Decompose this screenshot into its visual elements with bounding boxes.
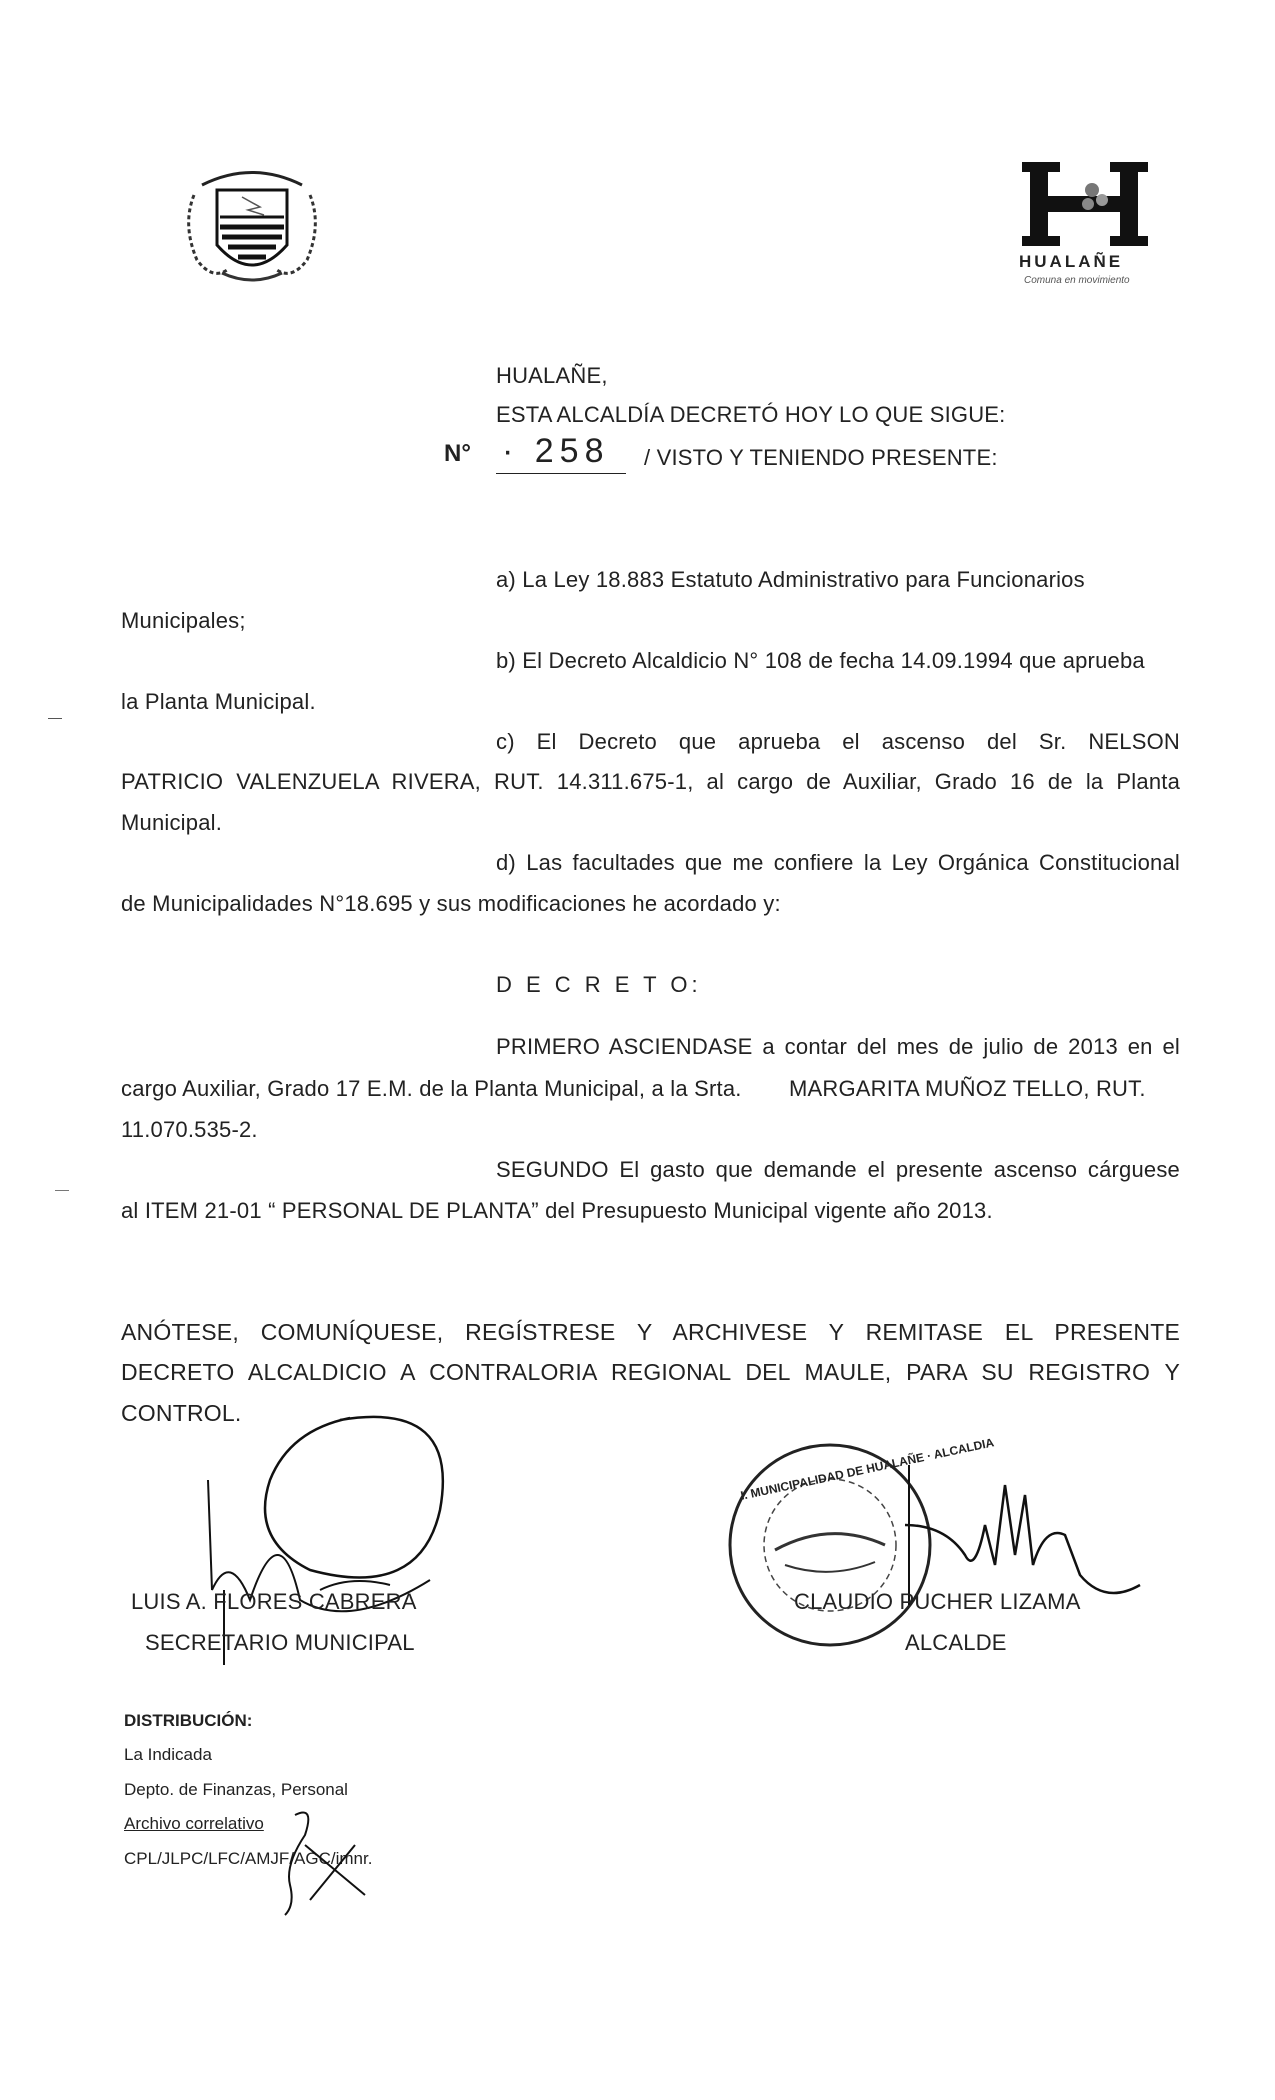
considerando-c-line2: PATRICIO VALENZUELA RIVERA, RUT. 14.311.675-1, al cargo de Auxiliar, Grado 16 de la Planta [121,769,1180,794]
distribution-item-2: Depto. de Finanzas, Personal [124,1780,348,1799]
considerando-d-line1: d) Las facultades que me confiere la Ley Orgánica Constitucional [496,850,1180,875]
decree-number-underline [496,473,626,474]
closing-line1: ANÓTESE, COMUNÍQUESE, REGÍSTRESE Y ARCHIVESE Y REMITASE EL PRESENTE [121,1319,1180,1345]
decreto-heading: D E C R E T O: [496,972,702,997]
logo-tagline: Comuna en movimiento [1024,275,1130,286]
initials-signature [265,1805,375,1925]
margin-mark-1 [48,718,62,719]
segundo-line2: al ITEM 21-01 “ PERSONAL DE PLANTA” del Presupuesto Municipal vigente año 2013. [121,1198,993,1223]
logo-title: HUALAÑE [1019,252,1124,271]
primero-line2b: MARGARITA MUÑOZ TELLO, RUT. [789,1076,1146,1101]
decree-intro: ESTA ALCALDÍA DECRETÓ HOY LO QUE SIGUE: [496,402,1006,427]
closing-line3: CONTROL. [121,1400,242,1426]
distribution-heading: DISTRIBUCIÓN: [124,1711,253,1730]
distribution-initials: CPL/JLPC/LFC/AMJF/AGC/imnr. [124,1849,373,1868]
considerando-b-line2: la Planta Municipal. [121,689,316,714]
considerando-b-line1: b) El Decreto Alcaldicio N° 108 de fecha 14.09.1994 que aprueba [496,648,1145,673]
decree-place: HUALAÑE, [496,363,608,388]
decree-number-prefix: N° [444,440,471,467]
decree-number: · 258 [502,432,610,470]
distribution-item-3: Archivo correlativo [124,1814,264,1833]
primero-line3: 11.070.535-2. [121,1117,258,1142]
margin-mark-2 [55,1190,69,1191]
primero-line2a: cargo Auxiliar, Grado 17 E.M. de la Planta Municipal, a la Srta. [121,1076,742,1101]
closing-line2: DECRETO ALCALDICIO A CONTRALORIA REGIONAL DEL MAULE, PARA SU REGISTRO Y [121,1359,1180,1385]
mayor-title: ALCALDE [905,1630,1007,1655]
decree-visto: / VISTO Y TENIENDO PRESENTE: [644,445,998,470]
municipal-coat-of-arms [172,155,332,295]
considerando-a-line2: Municipales; [121,608,246,633]
considerando-a-line1: a) La Ley 18.883 Estatuto Administrativo para Funcionarios [496,567,1085,592]
mayor-name: CLAUDIO PUCHER LIZAMA [794,1589,1081,1614]
distribution-item-1: La Indicada [124,1745,212,1764]
primero-line1: PRIMERO ASCIENDASE a contar del mes de julio de 2013 en el [496,1034,1180,1059]
considerando-c-line3: Municipal. [121,810,223,835]
secretary-name: LUIS A. FLORES CABRERA [131,1589,417,1614]
considerando-d-line2: de Municipalidades N°18.695 y sus modificaciones he acordado y: [121,891,781,916]
segundo-line1: SEGUNDO El gasto que demande el presente ascenso cárguese [496,1157,1180,1182]
hualane-logo-mark [1020,160,1150,250]
secretary-title: SECRETARIO MUNICIPAL [145,1630,415,1655]
considerando-c-line1: c) El Decreto que aprueba el ascenso del Sr. NELSON [496,729,1180,754]
stamp-text: I. MUNICIPALIDAD DE HUALAÑE · ALCALDIA [739,1435,996,1503]
